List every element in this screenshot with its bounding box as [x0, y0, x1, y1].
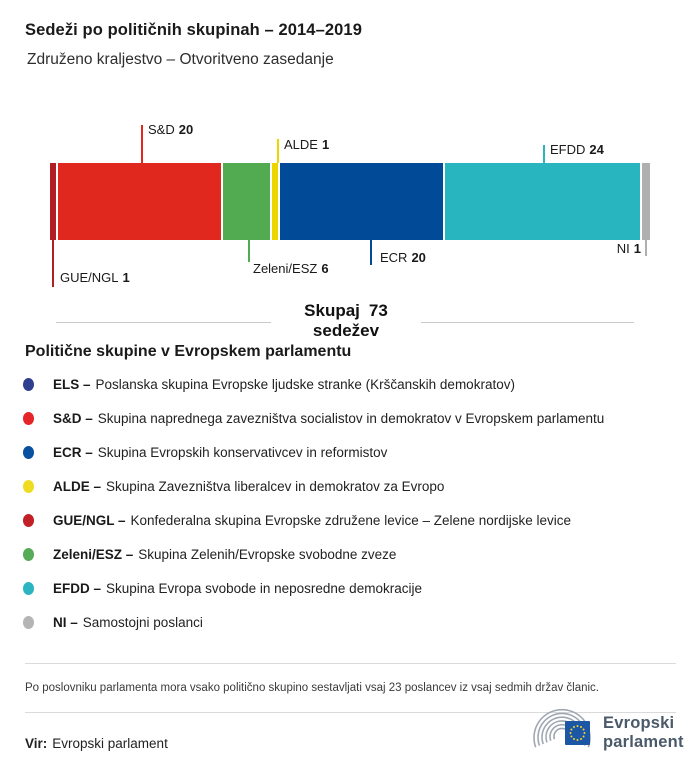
bar-segment-s-d [58, 163, 220, 240]
callout-line [370, 240, 372, 265]
legend-item-efdd [0, 571, 700, 605]
bar-segment-efdd [445, 163, 640, 240]
callout-line [543, 145, 545, 163]
ep-hemicycle-logo-icon [527, 708, 605, 763]
source-label: Vir: [25, 736, 48, 751]
group-name: GUE/NGL [60, 270, 119, 285]
ep-logo-line2: parlament [603, 733, 684, 751]
group-seats: 20 [411, 250, 426, 265]
bar-segment-gue-ngl [50, 163, 56, 240]
legend-item-ecr [0, 435, 700, 469]
callout-line [141, 125, 143, 163]
total-word: Skupaj [304, 301, 360, 320]
bar-segment-alde [272, 163, 278, 240]
zeleni-esz-color-dot-icon [23, 548, 34, 561]
group-name: NI [616, 241, 630, 256]
legend-desc: Skupina Zavezništva liberalcev in demokratov za Evropo [106, 478, 445, 494]
callout-line [248, 240, 250, 262]
legend-desc: Skupina Evropa svobode in neposredne demokracije [106, 580, 422, 596]
legend-item-gue-ngl [0, 503, 700, 537]
legend-item-sd [0, 401, 700, 435]
legend-abbr: ECR – [53, 444, 93, 460]
group-seats: 1 [321, 137, 330, 152]
legend-item-zeleni-esz [0, 537, 700, 571]
legend-abbr: S&D – [53, 410, 93, 426]
legend-item-els [0, 367, 700, 401]
legend-item-ni [0, 605, 700, 639]
legend-desc: Samostojni poslanci [82, 614, 203, 630]
callout-line [52, 240, 54, 287]
sd-color-dot-icon [23, 412, 34, 425]
legend-list [0, 367, 700, 639]
footnote [25, 663, 676, 713]
gue-ngl-color-dot-icon [23, 514, 34, 527]
ep-logo-line1: Evropski [603, 714, 675, 732]
page-subtitle: Združeno kraljestvo – Otvoritveno zasedanje [27, 51, 334, 68]
els-color-dot-icon [23, 378, 34, 391]
group-name: ALDE [284, 137, 318, 152]
group-name: S&D [148, 122, 175, 137]
legend-item-alde [0, 469, 700, 503]
legend-abbr: NI – [53, 614, 78, 630]
legend-abbr: GUE/NGL – [53, 512, 126, 528]
legend-abbr: ELS – [53, 376, 91, 392]
divider-line-right [421, 322, 634, 323]
legend-abbr: ALDE – [53, 478, 102, 494]
total-unit: sedežev [312, 321, 380, 340]
page-title: Sedeži po političnih skupinah – 2014–2019 [25, 21, 362, 39]
eu-flag-icon [565, 721, 590, 745]
total-value: 73 [368, 301, 388, 320]
footnote-text: Po poslovniku parlamenta mora vsako politično skupino sestavljati vsaj 23 poslancev iz vsaj sedmih držav članic. [25, 682, 600, 694]
legend-desc: Skupina Evropskih konservativcev in reformistov [97, 444, 388, 460]
ni-color-dot-icon [23, 616, 34, 629]
legend-desc: Skupina Zelenih/Evropske svobodne zveze [138, 546, 397, 562]
alde-color-dot-icon [23, 480, 34, 493]
legend-abbr: EFDD – [53, 580, 102, 596]
group-seats: 1 [122, 270, 130, 285]
efdd-color-dot-icon [23, 582, 34, 595]
bar-segment-ecr [280, 163, 442, 240]
callout-line [645, 240, 647, 256]
legend-heading: Politične skupine v Evropskem parlamentu [25, 343, 352, 360]
callout-line [277, 139, 279, 163]
group-seats: 20 [178, 122, 194, 137]
source-text: Evropski parlament [52, 736, 168, 751]
legend-abbr: Zeleni/ESZ – [53, 546, 134, 562]
ecr-color-dot-icon [23, 446, 34, 459]
legend-desc: Konfederalna skupina Evropske združene levice – Zelene nordijske levice [130, 512, 572, 528]
legend-desc: Poslanska skupina Evropske ljudske stranke (Krščanskih demokratov) [95, 376, 515, 392]
source-line [25, 736, 168, 751]
group-name: Zeleni/ESZ [253, 261, 318, 276]
ep-logo-text [603, 714, 684, 752]
group-seats: 24 [589, 142, 604, 157]
group-seats: 6 [321, 261, 329, 276]
bar-segment-zeleni-esz [223, 163, 270, 240]
bar-segment-ni [642, 163, 650, 240]
legend-desc: Skupina naprednega zavezništva socialistov in demokratov v Evropskem parlamentu [97, 410, 605, 426]
group-name: ECR [380, 250, 408, 265]
group-name: EFDD [550, 142, 586, 157]
divider-line-left [56, 322, 271, 323]
total-seats-label [261, 301, 431, 341]
group-seats: 1 [633, 241, 641, 256]
seat-bar [50, 163, 650, 240]
